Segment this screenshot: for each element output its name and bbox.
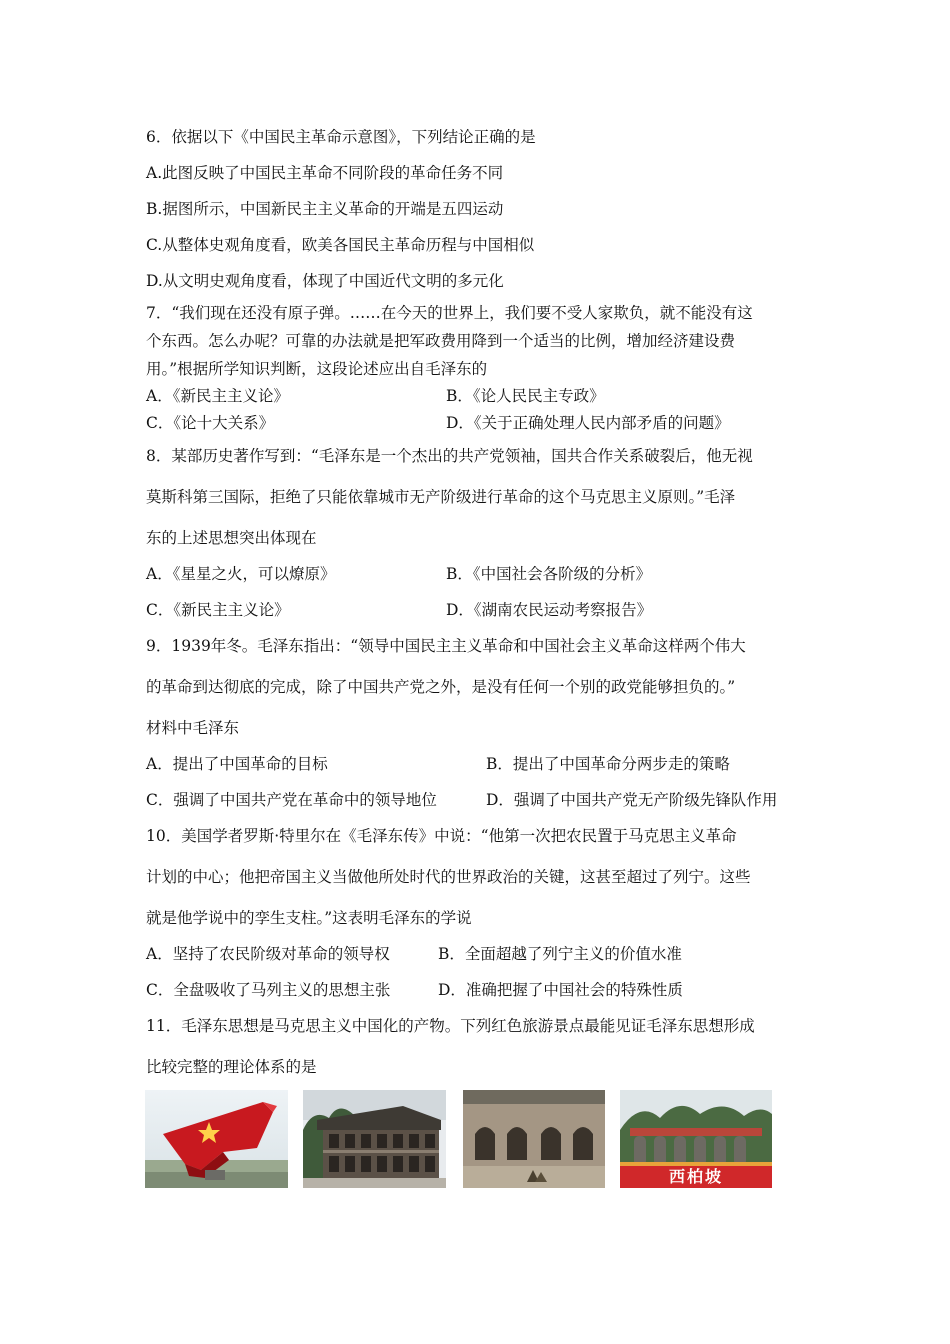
q10-option-a: A．坚持了农民阶级对革命的领导权	[146, 945, 390, 963]
q8-stem-line3: 东的上述思想突出体现在	[146, 529, 317, 547]
q6-option-c: C.从整体史观角度看，欧美各国民主革命历程与中国相似	[146, 236, 535, 254]
q10-option-d: D．准确把握了中国社会的特殊性质	[438, 981, 683, 999]
q8-option-c: C．《新民主主义论》	[146, 601, 290, 619]
q8-option-d: D．《湖南农民运动考察报告》	[446, 601, 653, 619]
xibaipo-sign-label: 西柏坡	[668, 1167, 723, 1186]
q9-stem-line1: 9．1939年冬。毛泽东指出：“领导中国民主主义革命和中国社会主义革命这样两个伟大	[146, 637, 746, 655]
q7-option-b: B．《论人民民主专政》	[446, 387, 605, 405]
q8-option-b: B．《中国社会各阶级的分析》	[446, 565, 652, 583]
q10-option-c: C．全盘吸收了马列主义的思想主张	[146, 981, 391, 999]
q11-stem-line2: 比较完整的理论体系的是	[146, 1058, 317, 1076]
q9-option-d: D．强调了中国共产党无产阶级先锋队作用	[486, 791, 778, 809]
q10-stem-line1: 10．美国学者罗斯·特里尔在《毛泽东传》中说：“他第一次把农民置于马克思主义革命	[146, 827, 737, 845]
q6-option-d: D.从文明史观角度看，体现了中国近代文明的多元化	[146, 272, 504, 290]
photo-historic-building	[303, 1090, 446, 1188]
photo-flag-monument	[145, 1090, 288, 1188]
q7-stem-line2: 个东西。怎么办呢？可靠的办法就是把军政费用降到一个适当的比例，增加经济建设费	[146, 332, 736, 350]
photo-xibaipo-statues	[620, 1090, 772, 1188]
q7-stem-line3: 用。”根据所学知识判断，这段论述应出自毛泽东的	[146, 360, 488, 378]
q9-option-c: C．强调了中国共产党在革命中的领导地位	[146, 791, 437, 809]
q10-stem-line3: 就是他学说中的孪生支柱。”这表明毛泽东的学说	[146, 909, 472, 927]
q7-stem-line1: 7．“我们现在还没有原子弹。……在今天的世界上，我们要不受人家欺负，就不能没有这	[146, 304, 753, 322]
q10-option-b: B．全面超越了列宁主义的价值水准	[438, 945, 682, 963]
q9-stem-line3: 材料中毛泽东	[146, 719, 240, 737]
q8-option-a: A．《星星之火，可以燎原》	[146, 565, 336, 583]
q9-option-b: B．提出了中国革命分两步走的策略	[486, 755, 730, 773]
q8-stem-line2: 莫斯科第三国际，拒绝了只能依靠城市无产阶级进行革命的这个马克思主义原则。”毛泽	[146, 488, 736, 506]
q9-stem-line2: 的革命到达彻底的完成，除了中国共产党之外，是没有任何一个别的政党能够担负的。”	[146, 678, 736, 696]
q9-option-a: A．提出了中国革命的目标	[146, 755, 328, 773]
photo-cave-dwellings	[463, 1090, 605, 1188]
q7-option-d: D．《关于正确处理人民内部矛盾的问题》	[446, 414, 730, 432]
q10-stem-line2: 计划的中心；他把帝国主义当做他所处时代的世界政治的关键，这甚至超过了列宁。这些	[146, 868, 751, 886]
q6-option-a: A.此图反映了中国民主革命不同阶段的革命任务不同	[146, 164, 504, 182]
q6-stem: 6．依据以下《中国民主革命示意图》，下列结论正确的是	[146, 128, 536, 146]
q11-stem-line1: 11．毛泽东思想是马克思主义中国化的产物。下列红色旅游景点最能见证毛泽东思想形成	[146, 1017, 755, 1035]
q8-stem-line1: 8．某部历史著作写到：“毛泽东是一个杰出的共产党领袖，国共合作关系破裂后，他无视	[146, 447, 753, 465]
q6-option-b: B.据图所示，中国新民主主义革命的开端是五四运动	[146, 200, 504, 218]
q7-option-c: C．《论十大关系》	[146, 414, 275, 432]
q7-option-a: A．《新民主主义论》	[146, 387, 289, 405]
